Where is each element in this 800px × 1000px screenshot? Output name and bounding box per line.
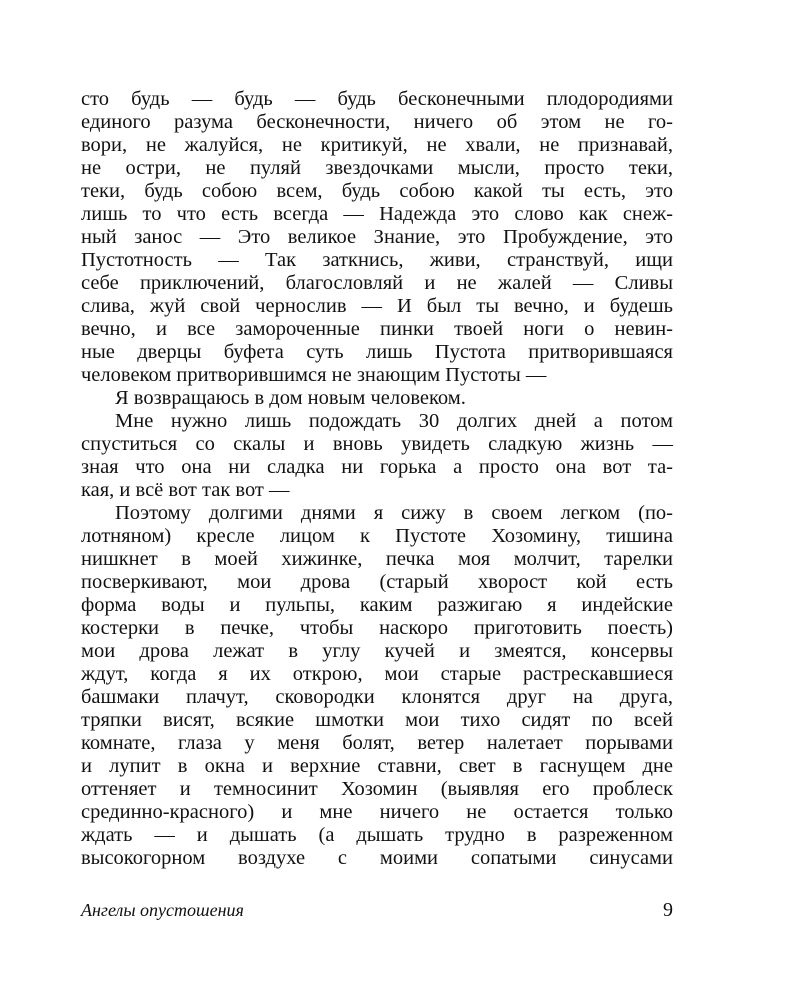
- text-line: человеком притворившимся не знающим Пустоты —: [81, 364, 547, 386]
- text-line: зная что она ни сладка ни горька а просто она вот та-: [81, 456, 673, 478]
- text-line: посверкивают, мои дрова (старый хворост кой есть: [81, 571, 673, 593]
- text-line: форма воды и пульпы, каким разжигаю я индейские: [81, 594, 673, 616]
- text-line: теки, будь собою всем, будь собою какой ты есть, это: [81, 180, 673, 202]
- paragraph-start-line: Я возвращаюсь в дом новым человеком.: [115, 387, 466, 409]
- text-line: и лупит в окна и верхние ставни, свет в гаснущем дне: [81, 755, 673, 777]
- text-line: лотняном) кресле лицом к Пустоте Хозомину, тишина: [81, 525, 673, 547]
- paragraph-start-line: Поэтому долгими днями я сижу в своем легком (по-: [115, 502, 673, 524]
- text-line: кая, и всё вот так вот —: [81, 479, 290, 501]
- text-line: тряпки висят, всякие шмотки мои тихо сидят по всей: [81, 709, 673, 731]
- text-line: единого разума бесконечности, ничего об этом не го-: [81, 111, 673, 133]
- text-line: не остри, не пуляй звездочками мысли, просто теки,: [81, 157, 673, 179]
- text-line: ждать — и дышать (а дышать трудно в разреженном: [81, 824, 673, 846]
- text-line: ждут, когда я их открою, мои старые растрескавшиеся: [81, 663, 673, 685]
- text-line: спуститься со скалы и вновь увидеть сладкую жизнь —: [81, 433, 673, 455]
- text-line: костерки в печке, чтобы наскоро приготовить поесть): [81, 617, 673, 639]
- text-line: башмаки плачут, сковородки клонятся друг на друга,: [81, 686, 673, 708]
- text-line: комнате, глаза у меня болят, ветер налетает порывами: [81, 732, 673, 754]
- text-line: Пустотность — Так заткнись, живи, странствуй, ищи: [81, 249, 673, 271]
- text-line: лишь то что есть всегда — Надежда это слово как снеж-: [81, 203, 673, 225]
- text-line: нишкнет в моей хижинке, печка моя молчит, тарелки: [81, 548, 673, 570]
- text-line: слива, жуй свой чернослив — И был ты вечно, и будешь: [81, 295, 673, 317]
- text-line: мои дрова лежат в углу кучей и змеятся, консервы: [81, 640, 673, 662]
- text-line: ный занос — Это великое Знание, это Пробуждение, это: [81, 226, 673, 248]
- text-line: себе приключений, благословляй и не жалей — Сливы: [81, 272, 673, 294]
- text-line: ные дверцы буфета суть лишь Пустота притворившаяся: [81, 341, 673, 363]
- text-line: вори, не жалуйся, не критикуй, не хвали, не признавай,: [81, 134, 673, 156]
- text-line: высокогорном воздухе с моими сопатыми синусами: [81, 847, 673, 869]
- body-text: [81, 88, 673, 870]
- text-line: оттеняет и темносинит Хозомин (выявляя его проблеск: [81, 778, 673, 800]
- page-footer: [81, 897, 673, 923]
- running-title: Ангелы опустошения: [81, 900, 244, 920]
- page-number: 9: [663, 899, 673, 921]
- text-line: сто будь — будь — будь бесконечными плодородиями: [81, 88, 673, 110]
- paragraph-start-line: Мне нужно лишь подождать 30 долгих дней а потом: [115, 410, 673, 432]
- text-line: вечно, и все замороченные пинки твоей ноги о невин-: [81, 318, 673, 340]
- text-line: срединно-красного) и мне ничего не остается только: [81, 801, 673, 823]
